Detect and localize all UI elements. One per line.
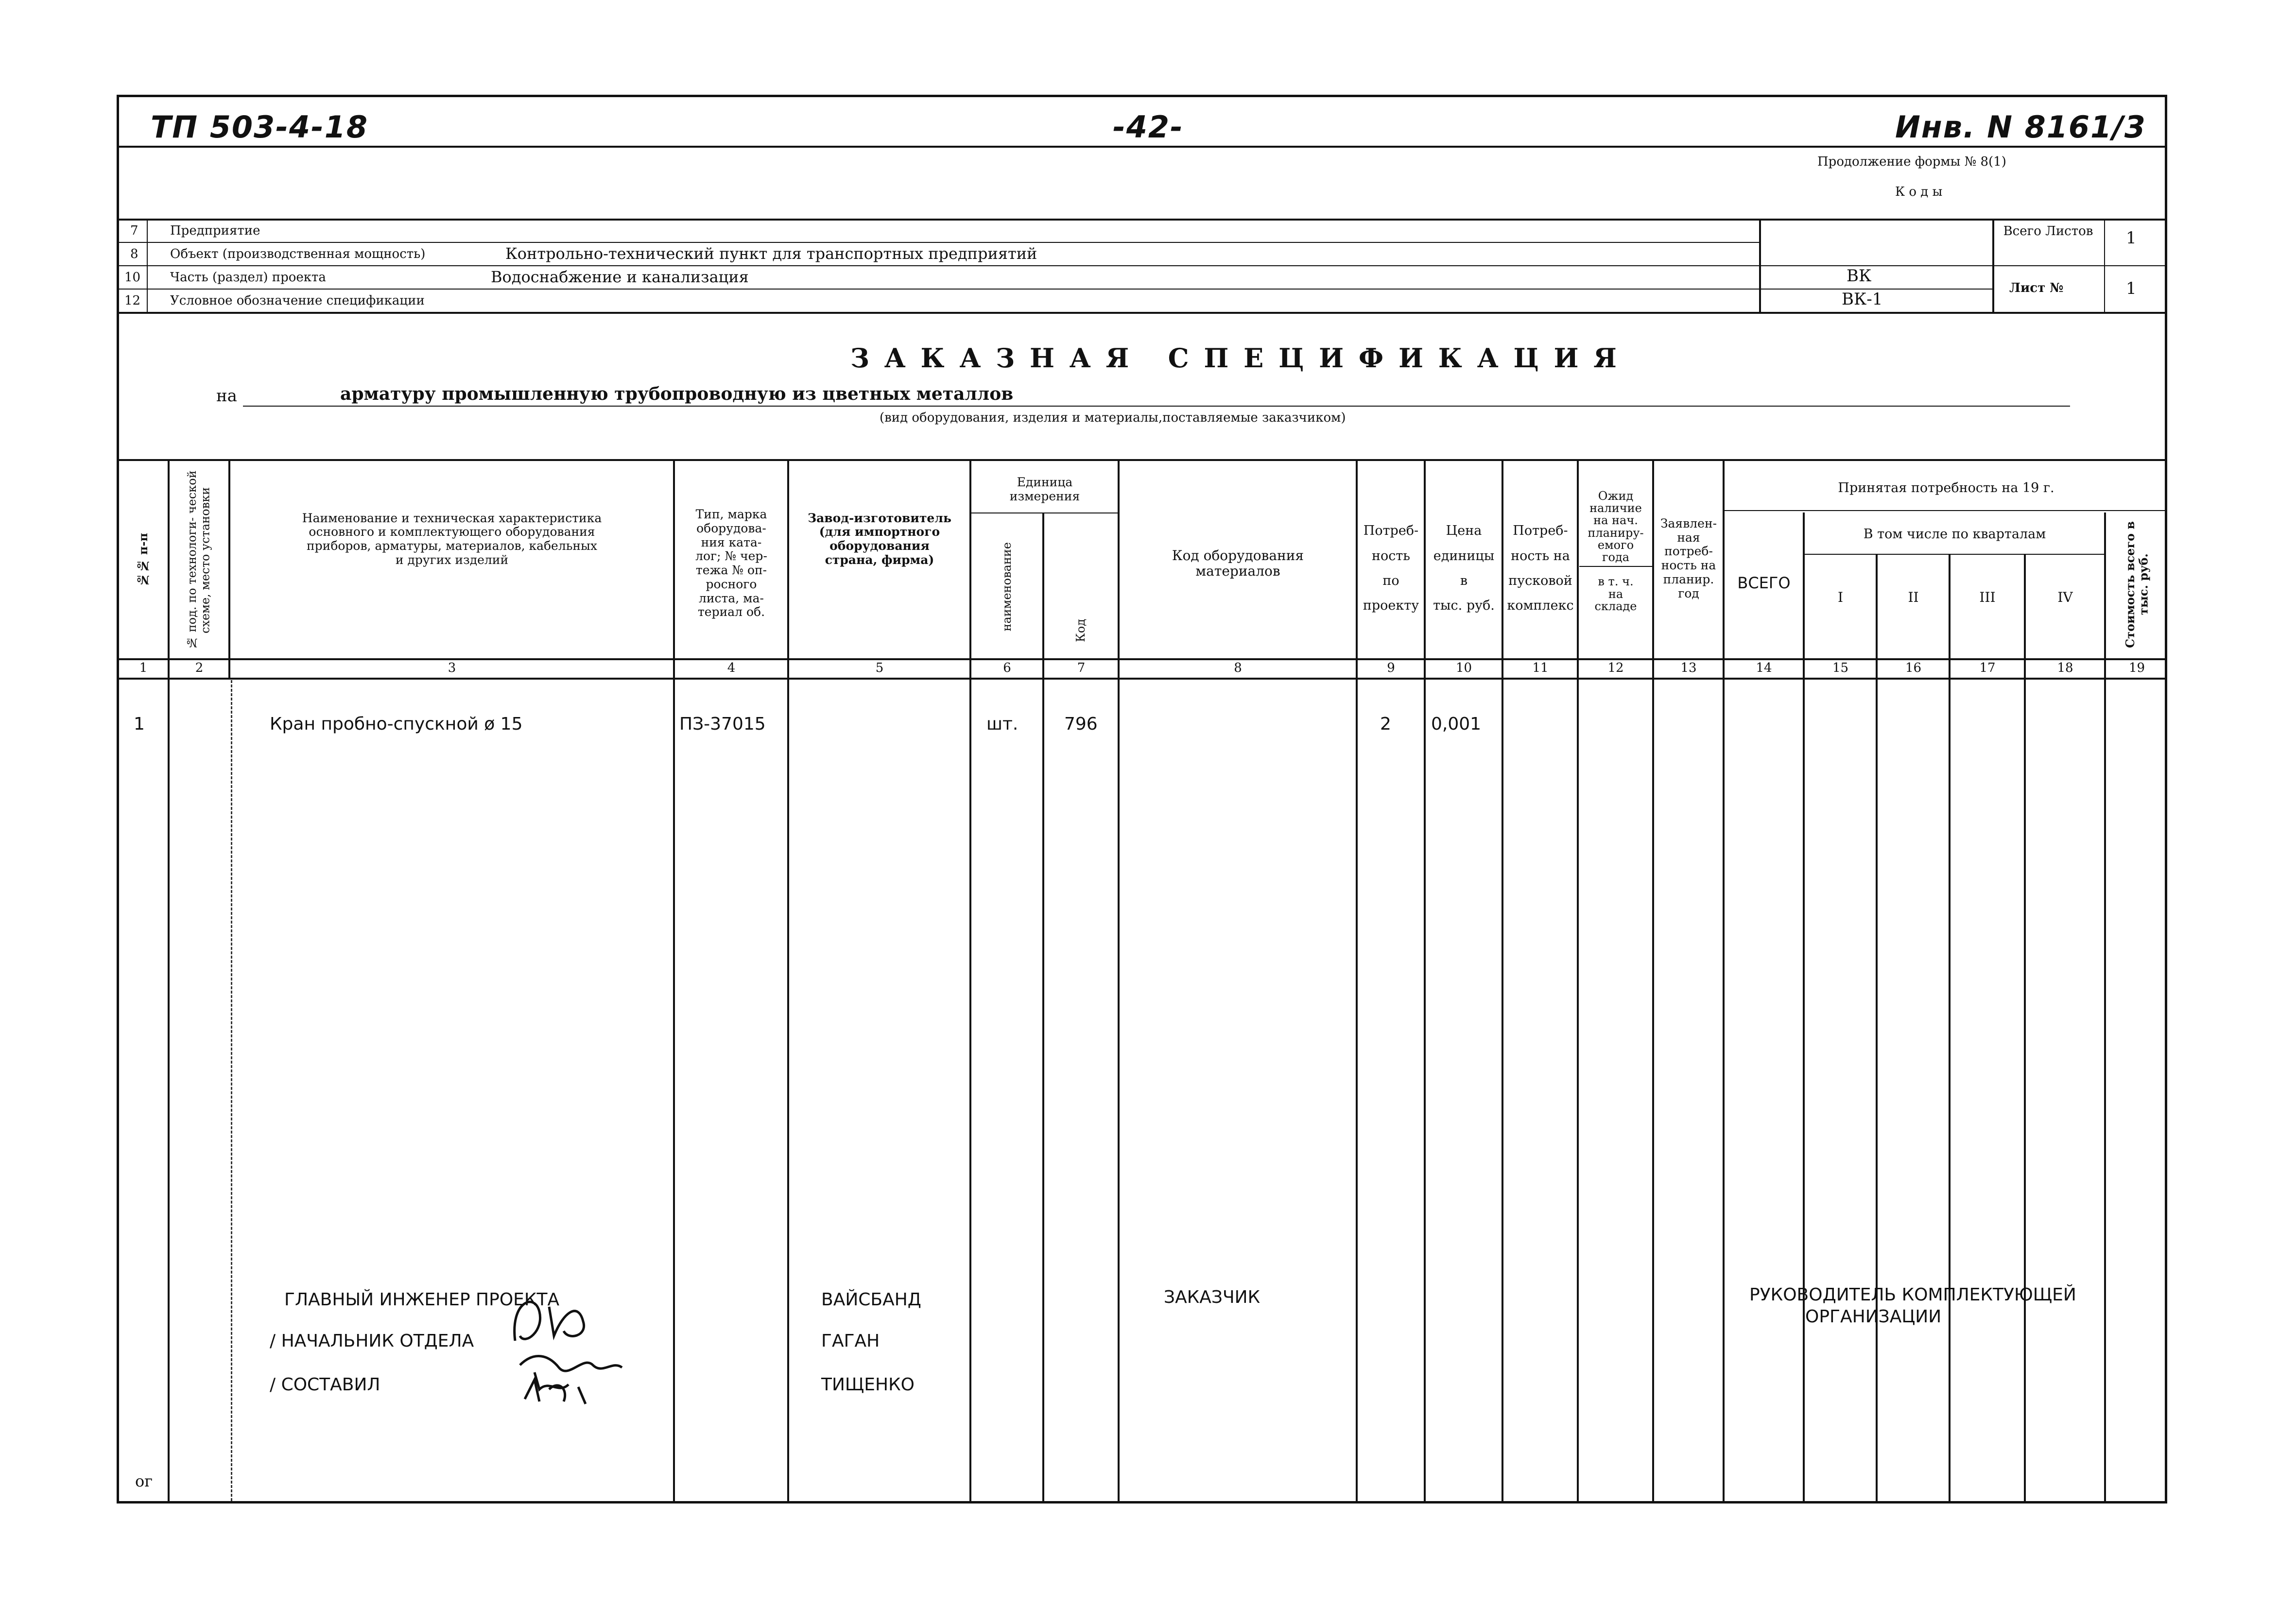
form-rule-bottom: [117, 312, 2167, 314]
col-divider: [969, 459, 971, 1503]
total-sheets-label: Всего Листов: [2003, 224, 2093, 239]
col-number: 4: [727, 661, 736, 675]
col-number: 3: [448, 661, 456, 675]
col-header-2: № под. по технологи- ческой схеме, место установки: [185, 470, 212, 649]
signer-name-2: ГАГАН: [821, 1331, 880, 1351]
form-rule-3: [117, 289, 1759, 290]
form-row-label: Предприятие: [170, 223, 260, 238]
inventory-number: Инв. N 8161/3: [1895, 109, 2146, 145]
header-bottom-rule: [117, 658, 2167, 660]
col-number: 8: [1234, 661, 1242, 675]
col-divider: [1949, 554, 1951, 1503]
item-name: Кран пробно-спускной ø 15: [270, 714, 523, 734]
title-on-label: на: [216, 386, 237, 406]
col-number: 11: [1532, 661, 1549, 675]
spec-subject: арматуру промышленную трубопроводную из цветных металлов: [340, 384, 1014, 404]
col-header-12: Ожид наличие на нач. планиру- емого года в т. ч. на складе: [1588, 489, 1644, 613]
col2-dotted-divider: [231, 680, 232, 1501]
codes-label: К о д ы: [1895, 185, 1943, 199]
col-number: 17: [1979, 661, 1996, 675]
col-divider: [2104, 513, 2106, 1503]
col-header-1: №№ п-п: [136, 532, 151, 587]
quarters-group-rule: [1803, 554, 2104, 555]
col-number: 1: [139, 661, 148, 675]
unit-group-header: Единица измерения: [1009, 475, 1080, 503]
col-divider: [1424, 459, 1426, 1503]
item-type: ПЗ-37015: [679, 714, 766, 734]
form-row-num: 12: [124, 293, 141, 308]
signer-name-3: ТИЩЕНКО: [821, 1375, 915, 1395]
col-divider: [1577, 459, 1579, 1503]
col-number: 19: [2128, 661, 2145, 675]
handwritten-signatures: [505, 1282, 671, 1414]
col-number: 12: [1607, 661, 1624, 675]
form-row-num: 8: [130, 247, 138, 261]
chief-engineer-label: ГЛАВНЫЙ ИНЖЕНЕР ПРОЕКТА: [284, 1290, 560, 1310]
col-number: 2: [195, 661, 204, 675]
page-number: -42-: [1113, 109, 1184, 145]
continuation-note: Продолжение формы № 8(1): [1817, 154, 2006, 169]
col-divider: [1502, 459, 1503, 1503]
codes-rule-1: [1759, 265, 1992, 266]
col-number: 6: [1003, 661, 1011, 675]
col-header-15: I: [1837, 589, 1844, 605]
form-row-num: 7: [130, 223, 138, 238]
document-title: З А К А З Н А Я С П Е Ц И Ф И К А Ц И Я: [850, 342, 1620, 374]
sheet-value: 1: [2126, 279, 2137, 298]
customer-label: ЗАКАЗЧИК: [1164, 1287, 1260, 1307]
quarters-group-header: В том числе по кварталам: [1863, 527, 2046, 542]
accepted-group-rule: [1723, 510, 2167, 511]
col-divider: [1042, 513, 1044, 1503]
form-row-label: Часть (раздел) проекта: [170, 270, 326, 285]
form-row-label: Объект (производственная мощность): [170, 247, 426, 261]
top-rule: [117, 146, 2167, 148]
col-header-14: ВСЕГО: [1737, 573, 1791, 592]
total-sheets-value: 1: [2126, 228, 2137, 248]
table-top-rule: [117, 459, 2167, 461]
col-divider: [787, 459, 789, 1503]
col-header-5: Завод-изготовитель (для импортного оборудования страна, фирма): [808, 511, 951, 567]
col-divider: [1803, 513, 1805, 1503]
col-header-13: Заявлен- ная потреб- ность на планир. год: [1660, 516, 1717, 600]
code-part: ВК: [1847, 266, 1872, 286]
col-number: 15: [1832, 661, 1849, 675]
col-header-19: Стоимость всего в тыс. руб.: [2123, 520, 2151, 648]
col-header-17: III: [1979, 589, 1996, 605]
item-price: 0,001: [1431, 714, 1482, 734]
col-number: 5: [875, 661, 884, 675]
col-number: 18: [2057, 661, 2073, 675]
object-value: Контрольно-технический пункт для транспортных предприятий: [505, 244, 1037, 263]
col-header-8: Код оборудования материалов: [1172, 547, 1304, 579]
form-row-num: 10: [124, 270, 141, 285]
form-rule-top: [117, 219, 2167, 221]
col-divider: [673, 459, 675, 1503]
col-number: 9: [1387, 661, 1395, 675]
code-spec: ВК-1: [1842, 290, 1883, 309]
col-divider: [1723, 459, 1725, 1503]
col-number: 7: [1077, 661, 1086, 675]
footer-mark: ог: [135, 1472, 153, 1490]
col-header-7: Код: [1074, 618, 1088, 642]
project-part-value: Водоснабжение и канализация: [491, 268, 749, 286]
col-header-10: Цена единицы в тыс. руб.: [1433, 523, 1495, 614]
col-header-9: Потреб- ность по проекту: [1363, 523, 1419, 614]
subject-underline: [243, 406, 2070, 407]
col-header-6: наименование: [1000, 542, 1014, 632]
col-divider: [168, 459, 170, 1503]
form-num-divider: [147, 219, 148, 312]
col-number: 16: [1905, 661, 1922, 675]
form-rule-2: [117, 265, 1759, 266]
col-divider: [2024, 554, 2026, 1503]
item-unit-code: 796: [1064, 714, 1098, 734]
col-number: 14: [1756, 661, 1772, 675]
item-unit: шт.: [986, 714, 1019, 734]
row-number: 1: [134, 714, 145, 734]
tp-code: ТП 503-4-18: [151, 109, 369, 145]
accepted-group-header: Принятая потребность на 19 г.: [1838, 480, 2054, 496]
org-head-label-2: ОРГАНИЗАЦИИ: [1805, 1307, 1942, 1327]
col-divider: [1876, 554, 1878, 1503]
col-number: 10: [1455, 661, 1472, 675]
sheets-rule: [1992, 265, 2167, 266]
col-header-18: IV: [2057, 589, 2073, 605]
dept-head-label: / НАЧАЛЬНИК ОТДЕЛА: [270, 1331, 474, 1351]
col-header-16: II: [1908, 589, 1919, 605]
col-header-11: Потреб- ность на пусковой комплекс: [1507, 523, 1574, 614]
item-need: 2: [1380, 714, 1391, 734]
sheet-label: Лист №: [2009, 281, 2064, 295]
signer-name-1: ВАЙСБАНД: [821, 1290, 921, 1310]
col-divider: [1356, 459, 1358, 1503]
col-header-3: Наименование и техническая характеристика основного и комплектующего оборудования приборов, арматуры, материалов, кабельных и других изделий: [302, 511, 602, 567]
form-rule-1: [117, 242, 1759, 243]
col-divider: [1118, 459, 1120, 1503]
form-row-label: Условное обозначение спецификации: [170, 293, 425, 308]
subject-note: (вид оборудования, изделия и материалы,поставляемые заказчиком): [880, 410, 1346, 425]
col-number-rule: [117, 678, 2167, 680]
org-head-label: РУКОВОДИТЕЛЬ КОМПЛЕКТУЮЩЕЙ: [1749, 1285, 2076, 1305]
col-divider: [228, 459, 230, 678]
col-header-4: Тип, марка оборудова- ния ката- лог; № чер- тежа № оп- росного листа, ма- териал об.: [695, 507, 767, 619]
col-divider: [1652, 459, 1654, 1503]
col-number: 13: [1680, 661, 1697, 675]
compiled-label: / СОСТАВИЛ: [270, 1375, 380, 1395]
